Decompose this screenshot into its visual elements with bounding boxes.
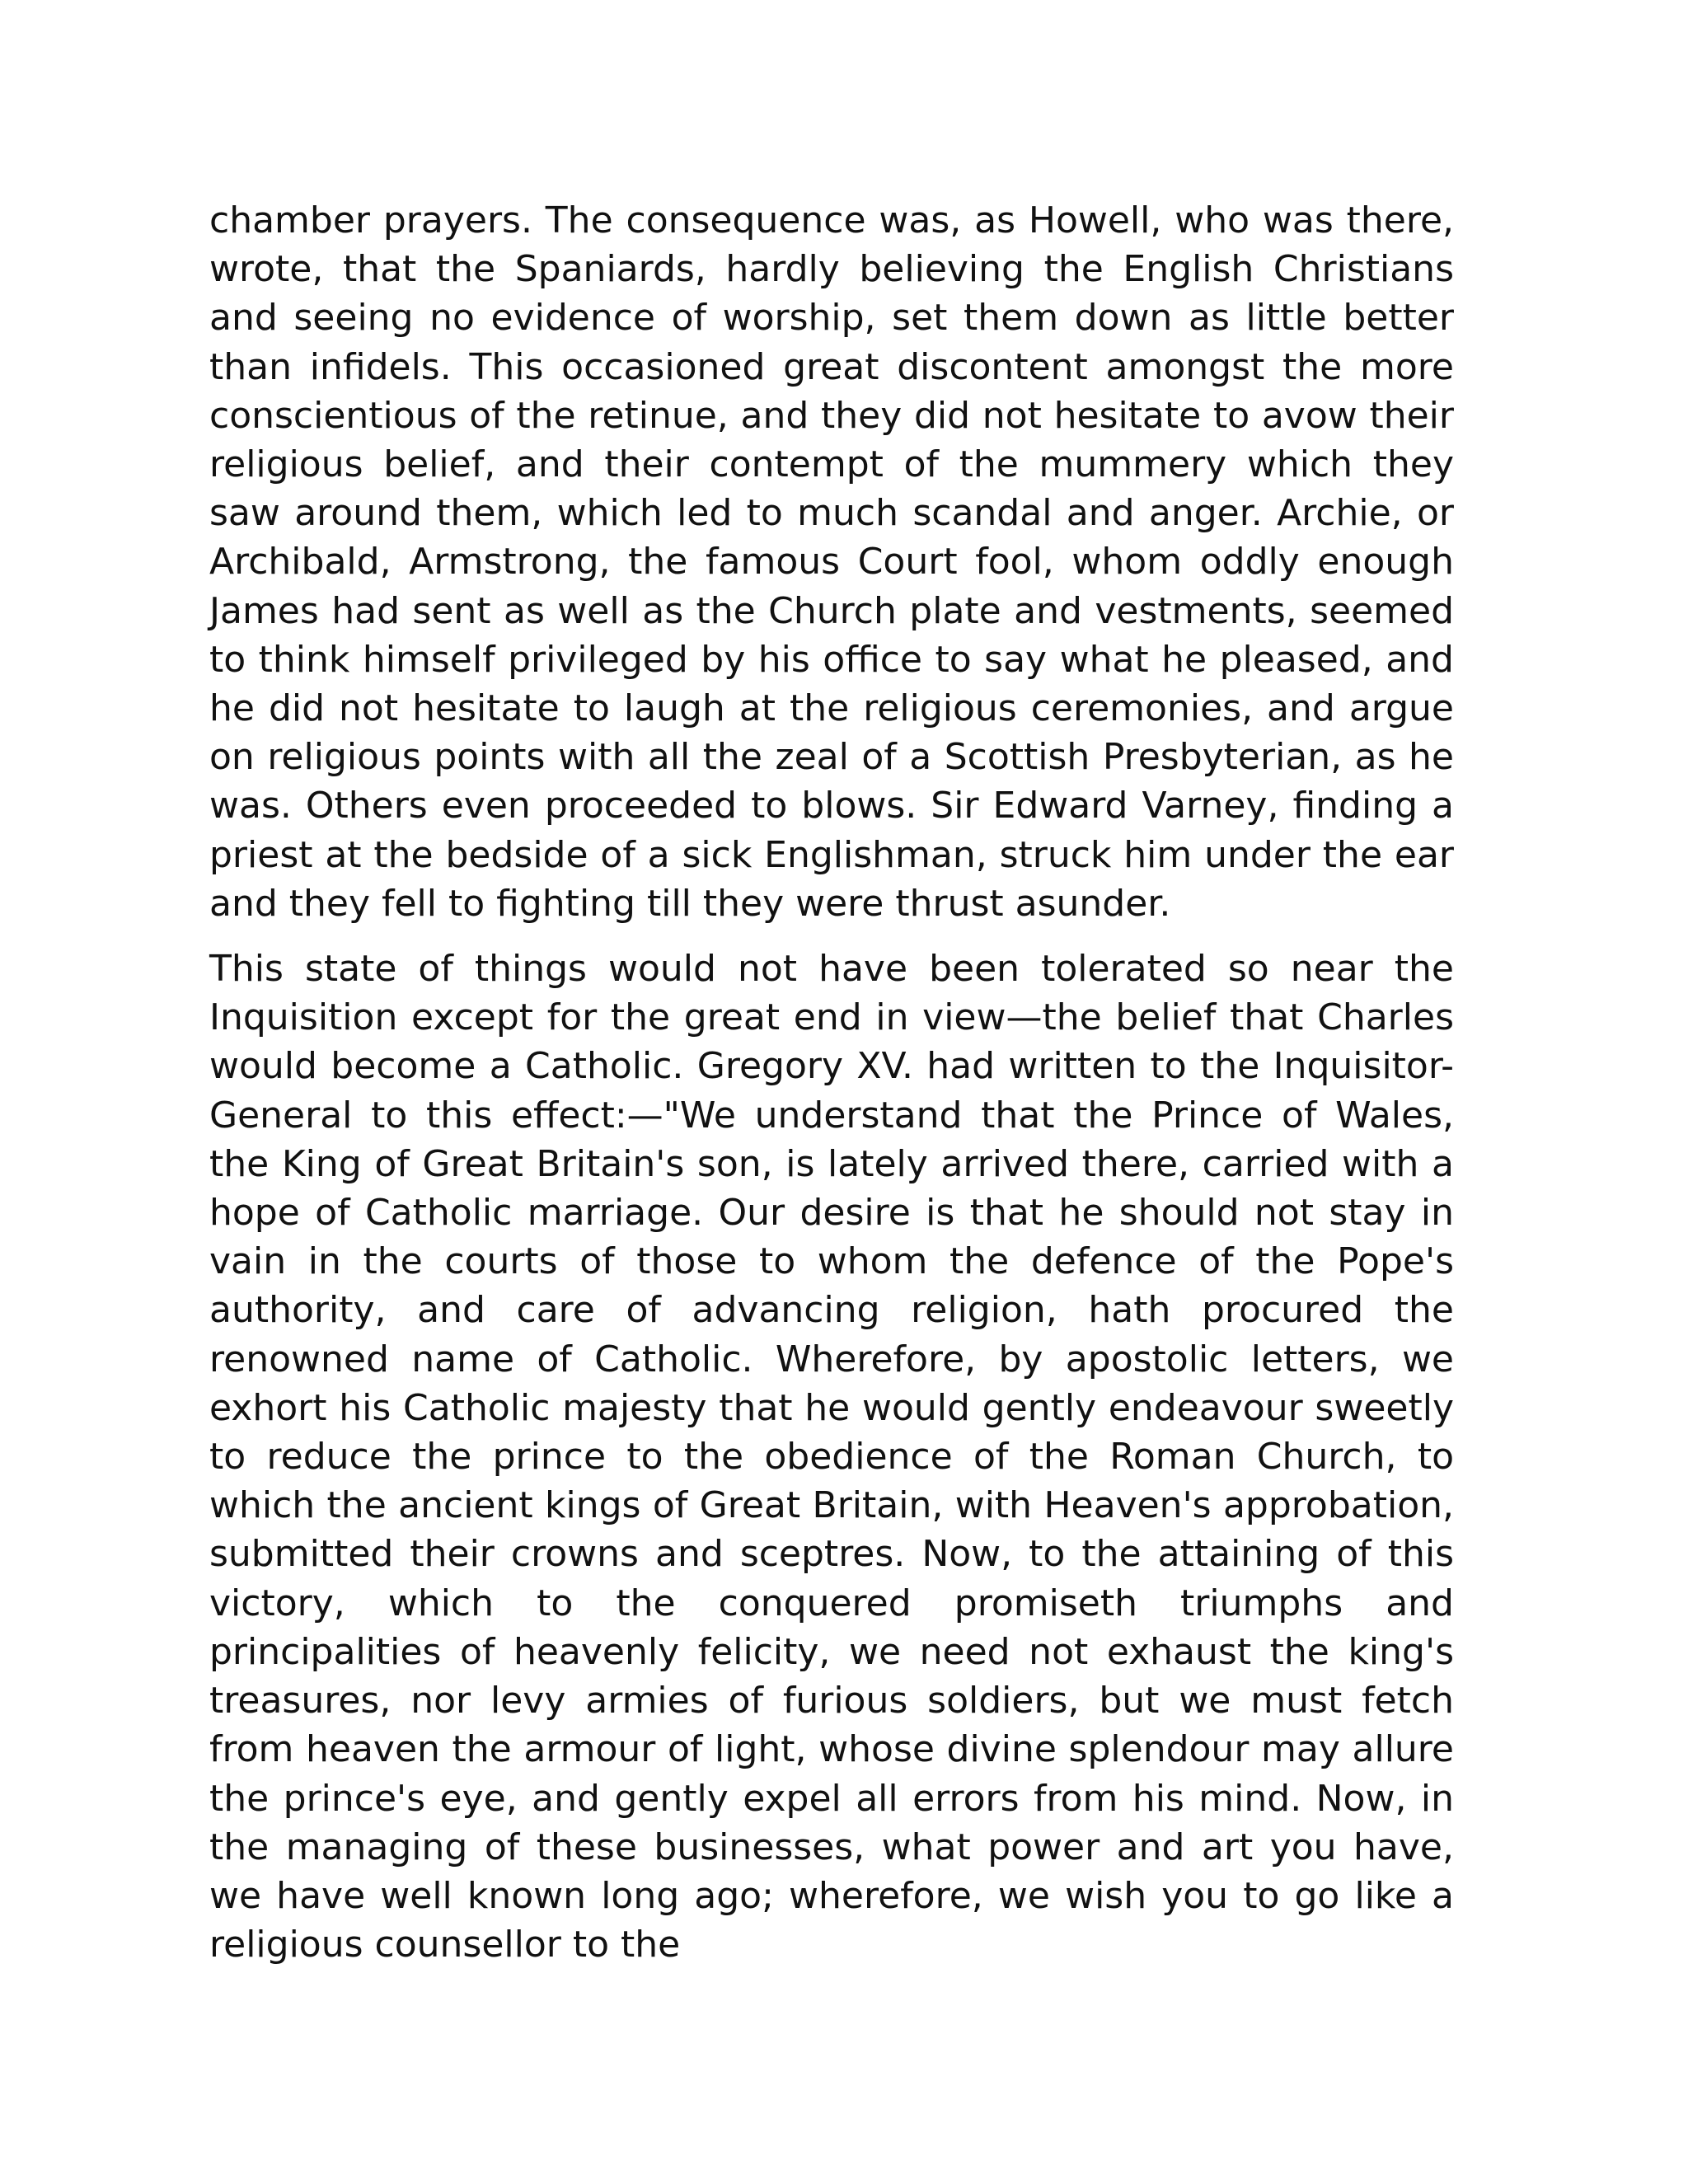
page-body	[209, 196, 1454, 1969]
paragraph-1: chamber prayers. The consequence was, as Howell, who was there, wrote, that the Spaniards, hardly believing the English Christians and seeing no evidence of worship, set them down as little better than infidels. This occasioned great discontent amongst the more conscientious of the retinue, and they did not hesitate to avow their religious belief, and their contempt of the mummery which they saw around them, which led to much scandal and anger. Archie, or Archibald, Armstrong, the famous Court fool, whom oddly enough James had sent as well as the Church plate and vestments, seemed to think himself privileged by his office to say what he pleased, and he did not hesitate to laugh at the religious ceremonies, and argue on religious points with all the zeal of a Scottish Presbyterian, as he was. Others even proceeded to blows. Sir Edward Varney, finding a priest at the bedside of a sick Englishman, struck him under the ear and they fell to fighting till they were thrust asunder.	[209, 199, 1454, 925]
paragraph-2: This state of things would not have been tolerated so near the Inquisition except for the great end in view—the belief that Charles would become a Catholic. Gregory XV. had written to the Inquisitor-General to this effect:—"We understand that the Prince of Wales, the King of Great Britain's son, is lately arrived there, carried with a hope of Catholic marriage. Our desire is that he should not stay in vain in the courts of those to whom the defence of the Pope's authority, and care of advancing religion, hath procured the renowned name of Catholic. Wherefore, by apostolic letters, we exhort his Catholic majesty that he would gently endeavour sweetly to reduce the prince to the obedience of the Roman Church, to which the ancient kings of Great Britain, with Heaven's approbation, submitted their crowns and sceptres. Now, to the attaining of this victory, which to the conquered promiseth triumphs and principalities of heavenly felicity, we need not exhaust the king's treasures, nor levy armies of furious soldiers, but we must fetch from heaven the armour of light, whose divine splendour may allure the prince's eye, and gently expel all errors from his mind. Now, in the managing of these businesses, what power and art you have, we have well known long ago; wherefore, we wish you to go like a religious counsellor to the	[209, 948, 1454, 1966]
